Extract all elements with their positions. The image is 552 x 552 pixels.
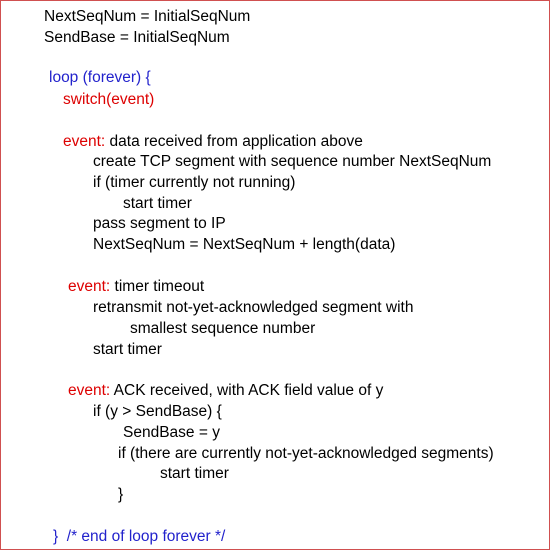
event3-line-5: } [118, 486, 124, 503]
init-send-base-line: SendBase = InitialSeqNum [44, 29, 230, 46]
event2-header [68, 277, 204, 297]
event1-line-4: pass segment to IP [93, 215, 226, 232]
event2-line-1: retransmit not-yet-acknowledged segment with [93, 299, 414, 316]
event1-line-1: create TCP segment with sequence number NextSeqNum [93, 153, 492, 170]
event3-header [68, 381, 383, 401]
event2-line-2: smallest sequence number [130, 320, 316, 337]
event1-line-3: start timer [123, 195, 192, 212]
loop-close-line: } /* end of loop forever */ [53, 528, 226, 545]
event3-line-1: if (y > SendBase) { [93, 403, 222, 420]
event3-line-2: SendBase = y [123, 424, 220, 441]
init-next-seq-line: NextSeqNum = InitialSeqNum [44, 8, 251, 25]
event2-line-3: start timer [93, 341, 162, 358]
switch-line: switch(event) [63, 91, 155, 108]
event3-line-3: if (there are currently not-yet-acknowledged segments) [118, 445, 494, 462]
event1-description: data received from application above [105, 133, 363, 150]
event3-keyword: event: [68, 382, 111, 399]
event1-header [63, 132, 363, 152]
event1-keyword: event: [63, 133, 106, 150]
event1-line-2: if (timer currently not running) [93, 174, 296, 191]
event3-line-4: start timer [160, 465, 229, 482]
loop-open-line: loop (forever) { [49, 69, 151, 86]
event2-description: timer timeout [110, 278, 205, 295]
event3-description: ACK received, with ACK field value of y [110, 382, 384, 399]
event1-line-5: NextSeqNum = NextSeqNum + length(data) [93, 236, 396, 253]
event2-keyword: event: [68, 278, 111, 295]
